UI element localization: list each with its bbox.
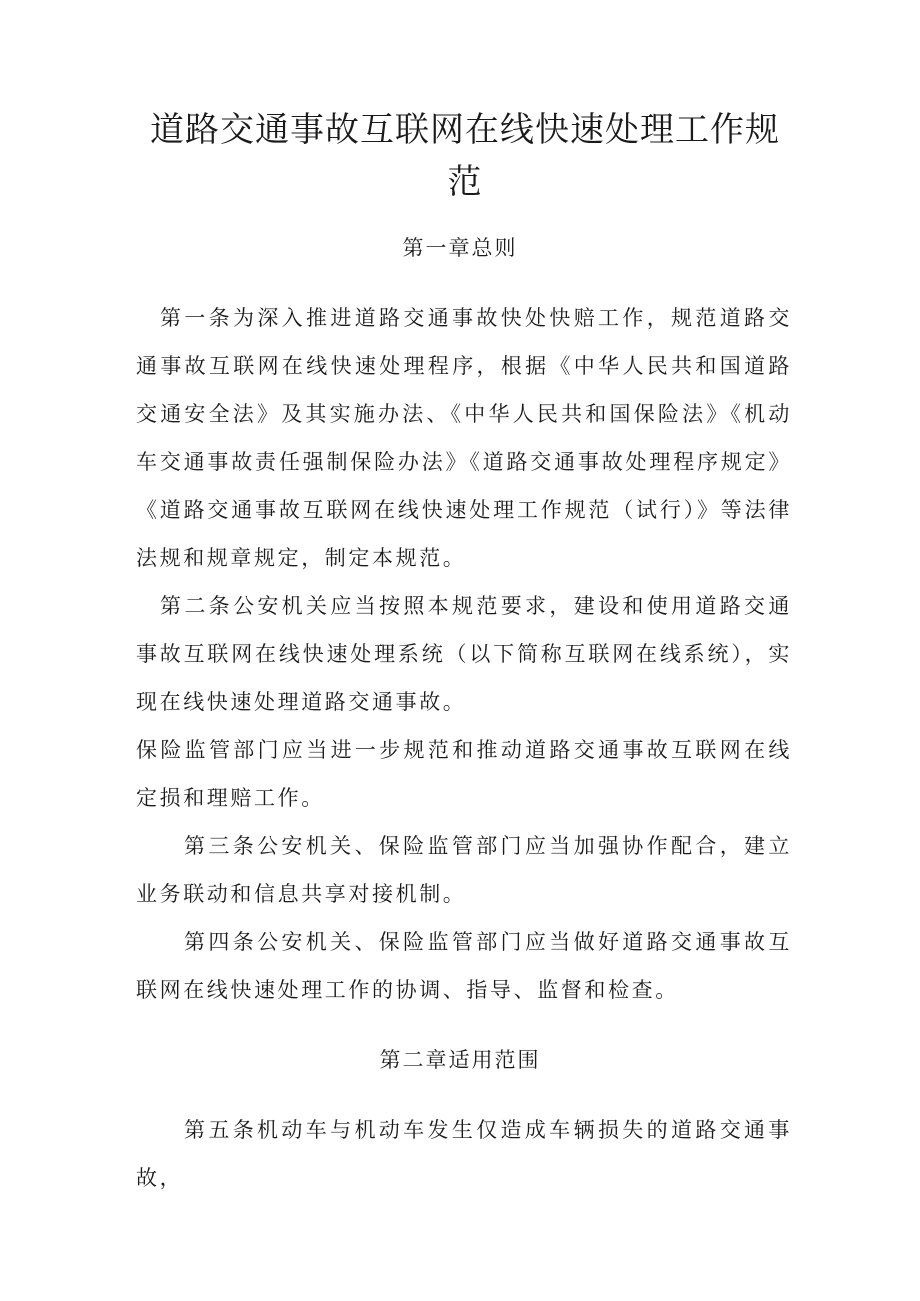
article-5: 第五条机动车与机动车发生仅造成车辆损失的道路交通事故，	[136, 1118, 792, 1190]
chapter-heading-2: 第二章适用范围	[379, 1048, 541, 1072]
article-1: 第一条为深入推进道路交通事故快处快赔工作，规范道路交通事故互联网在线快速处理程序，根据《中华人民共和国道路交通安全法》及其实施办法、《中华人民共和国保险法》《机动车交通事故责任强制保险办法》《道路交通事故处理程序规定》《道路交通事故互联网在线快速处理工作规范（试行）》等法律法规和规章规定，制定本规范。	[136, 306, 792, 570]
article-3: 第三条公安机关、保险监管部门应当加强协作配合，建立业务联动和信息共享对接机制。	[136, 834, 792, 906]
article-2-continued: 保险监管部门应当进一步规范和推动道路交通事故互联网在线定损和理赔工作。	[136, 738, 792, 810]
chapter-heading-1: 第一章总则	[402, 236, 518, 260]
article-4: 第四条公安机关、保险监管部门应当做好道路交通事故互联网在线快速处理工作的协调、指导、监督和检查。	[136, 930, 792, 1002]
article-2: 第二条公安机关应当按照本规范要求，建设和使用道路交通事故互联网在线快速处理系统（以下简称互联网在线系统），实现在线快速处理道路交通事故。	[136, 594, 792, 714]
document-title: 道路交通事故互联网在线快速处理工作规范	[150, 110, 780, 202]
